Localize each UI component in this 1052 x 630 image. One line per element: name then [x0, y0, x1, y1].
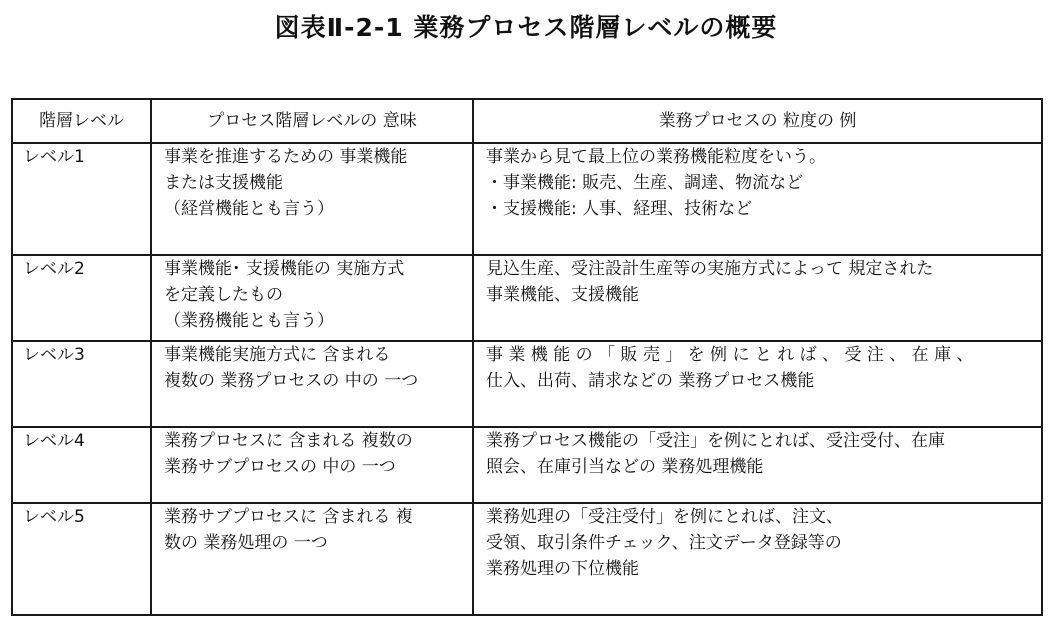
- example-cell: [473, 255, 1042, 341]
- example-line: 事 業 機 能 の 「 販 売 」 を 例 に と れ ば 、 受 注 、 在 庫 、: [486, 345, 974, 365]
- example-line: 受領、取引条件チェック、注文データ登録等の: [486, 533, 842, 553]
- example-cell: [473, 427, 1042, 503]
- header-meaning: プロセス階層レベルの 意味: [151, 99, 473, 143]
- meaning-line: 業務サブプロセスに 含まれる 複: [164, 507, 413, 527]
- meaning-line: 事業機能実施方式に 含まれる: [164, 345, 391, 365]
- example-line: 事業機能、支援機能: [486, 285, 639, 305]
- meaning-line: または支援機能: [164, 173, 283, 193]
- meaning-line: 業務プロセスに 含まれる 複数の: [164, 431, 413, 451]
- meaning-cell: [151, 341, 473, 427]
- meaning-cell: [151, 503, 473, 615]
- example-line: 見込生産、受注設計生産等の実施方式によって 規定された: [486, 259, 934, 279]
- example-line: 仕入、出荷、請求などの 業務プロセス機能: [486, 371, 815, 391]
- page-title: 図表Ⅱ-2-1 業務プロセス階層レベルの概要: [274, 13, 778, 42]
- meaning-line: を定義したもの: [164, 285, 283, 305]
- header-example: 業務プロセスの 粒度の 例: [473, 99, 1042, 143]
- table-row: [12, 143, 1042, 255]
- meaning-cell: [151, 255, 473, 341]
- example-line: ・事業機能: 販売、生産、調達、物流など: [486, 173, 804, 193]
- process-level-table: [11, 98, 1043, 616]
- level-cell: レベル5: [12, 503, 151, 615]
- level-cell: レベル2: [12, 255, 151, 341]
- meaning-line: （業務機能とも言う）: [164, 311, 334, 331]
- example-line: 照会、在庫引当などの 業務処理機能: [486, 457, 764, 477]
- example-line: 業務プロセス機能の「受注」を例にとれば、受注受付、在庫: [486, 431, 945, 451]
- example-line: 業務処理の下位機能: [486, 559, 639, 579]
- header-level: 階層レベル: [12, 99, 151, 143]
- example-cell: [473, 341, 1042, 427]
- meaning-line: 数の 業務処理の 一つ: [164, 533, 328, 553]
- meaning-line: （経営機能とも言う）: [164, 199, 334, 219]
- table-row: [12, 341, 1042, 427]
- meaning-line: 業務サブプロセスの 中の 一つ: [164, 457, 396, 477]
- meaning-line: 複数の 業務プロセスの 中の 一つ: [164, 371, 419, 391]
- example-line: 業務処理の「受注受付」を例にとれば、注文、: [486, 507, 843, 527]
- meaning-line: 事業機能･ 支援機能の 実施方式: [164, 259, 405, 279]
- level-cell: レベル3: [12, 341, 151, 427]
- table-row: [12, 427, 1042, 503]
- example-line: ・支援機能: 人事、経理、技術など: [486, 199, 753, 219]
- example-line: 事業から見て最上位の業務機能粒度をいう。: [486, 147, 826, 167]
- table-row: [12, 255, 1042, 341]
- example-cell: [473, 503, 1042, 615]
- meaning-cell: [151, 427, 473, 503]
- level-cell: レベル1: [12, 143, 151, 255]
- meaning-line: 事業を推進するための 事業機能: [164, 147, 408, 167]
- table-header-row: [12, 99, 1042, 143]
- level-cell: レベル4: [12, 427, 151, 503]
- example-cell: [473, 143, 1042, 255]
- meaning-cell: [151, 143, 473, 255]
- table-row: [12, 503, 1042, 615]
